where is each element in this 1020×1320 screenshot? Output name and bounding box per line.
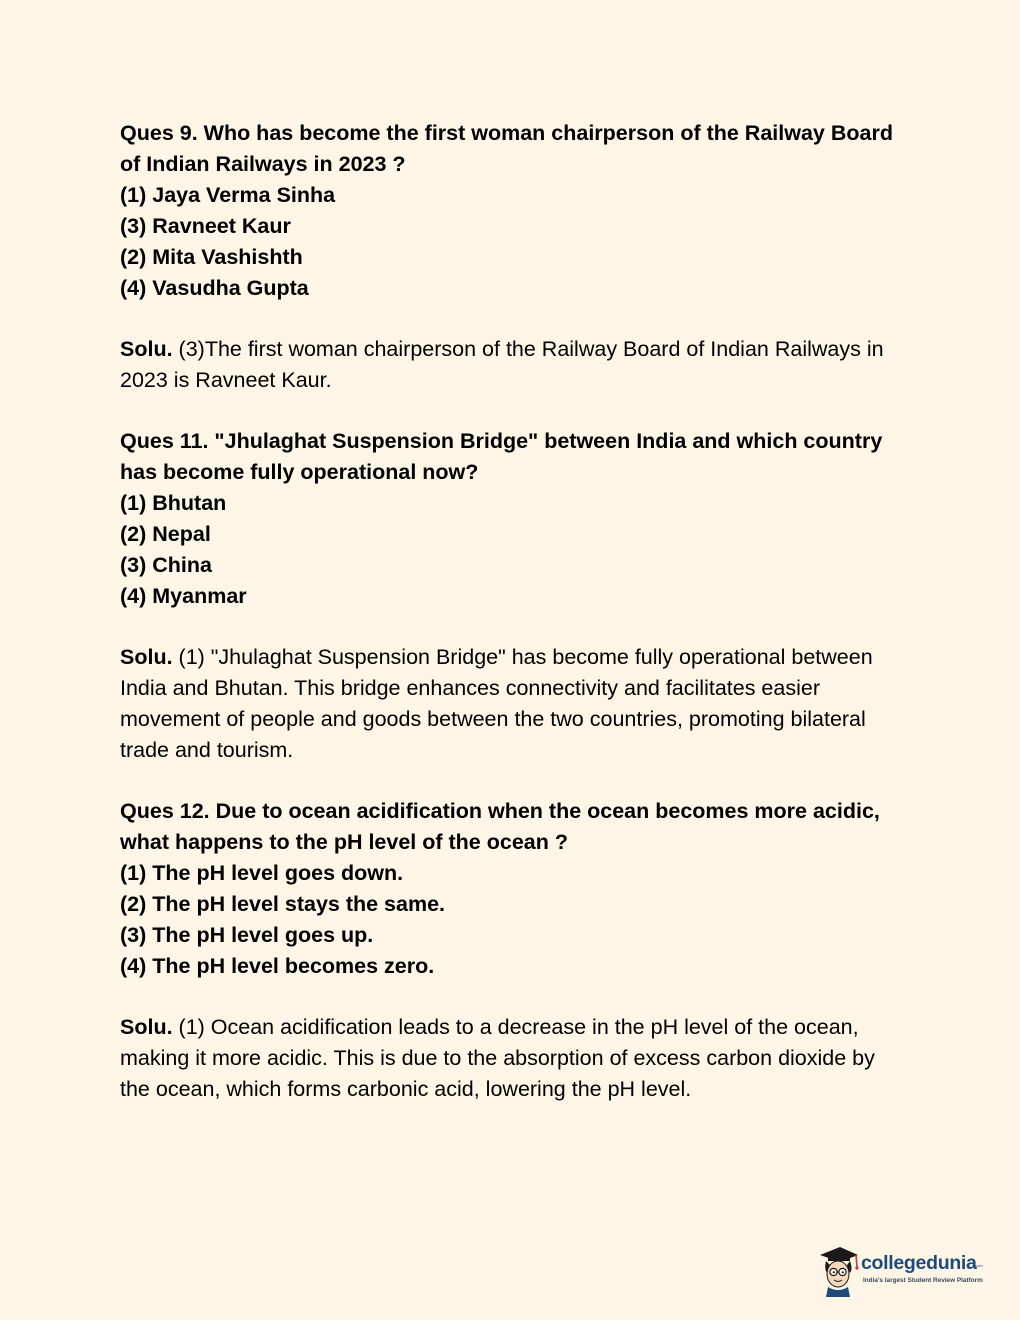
question-text: Ques 9. Who has become the first woman chairperson of the Railway Board of Indian Railways in 2023 ? — [120, 121, 893, 176]
logo-brand: collegedunia — [861, 1252, 977, 1274]
logo-tagline: India's largest Student Review Platform — [863, 1277, 983, 1284]
question-block — [120, 796, 900, 982]
question-text: Ques 12. Due to ocean acidification when the ocean becomes more acidic, what happens to the pH level of the ocean ? — [120, 799, 880, 854]
solution-label: Solu. — [120, 645, 173, 669]
question-text: Ques 11. "Jhulaghat Suspension Bridge" between India and which country has become fully operational now? — [120, 429, 883, 484]
solution-block — [120, 642, 900, 766]
option: (4) The pH level becomes zero. — [120, 954, 435, 978]
option: (3) The pH level goes up. — [120, 923, 374, 947]
solution-label: Solu. — [120, 1015, 173, 1039]
option: (2) Mita Vashishth — [120, 245, 303, 269]
solution — [120, 334, 900, 396]
option: (2) The pH level stays the same. — [120, 892, 446, 916]
solution-text: (1) "Jhulaghat Suspension Bridge" has become fully operational between India and Bhutan. This bridge enhances connectivity and facilitates easier movement of people and goods between the two countries, promoting bilateral trade and tourism. — [120, 645, 873, 762]
option: (4) Myanmar — [120, 584, 247, 608]
solution — [120, 1012, 900, 1105]
solution-label: Solu. — [120, 337, 173, 361]
solution — [120, 642, 900, 766]
solution-text: (1) Ocean acidification leads to a decrease in the pH level of the ocean, making it more acidic. This is due to the absorption of excess carbon dioxide by the ocean, which forms carbonic acid, lowering the pH level. — [120, 1015, 875, 1101]
option: (3) Ravneet Kaur — [120, 214, 291, 238]
solution-block — [120, 334, 900, 396]
question-block — [120, 118, 900, 304]
mascot-icon — [816, 1241, 860, 1297]
option: (2) Nepal — [120, 522, 211, 546]
solution-block — [120, 1012, 900, 1105]
option: (1) Bhutan — [120, 491, 227, 515]
collegedunia-logo — [816, 1241, 986, 1299]
logo-suffix: .com — [974, 1263, 983, 1268]
question-block — [120, 426, 900, 612]
option: (1) The pH level goes down. — [120, 861, 404, 885]
option: (4) Vasudha Gupta — [120, 276, 309, 300]
option: (3) China — [120, 553, 212, 577]
option: (1) Jaya Verma Sinha — [120, 183, 336, 207]
document-content — [120, 118, 900, 1135]
solution-text: (3)The first woman chairperson of the Railway Board of Indian Railways in 2023 is Ravneet Kaur. — [120, 337, 884, 392]
